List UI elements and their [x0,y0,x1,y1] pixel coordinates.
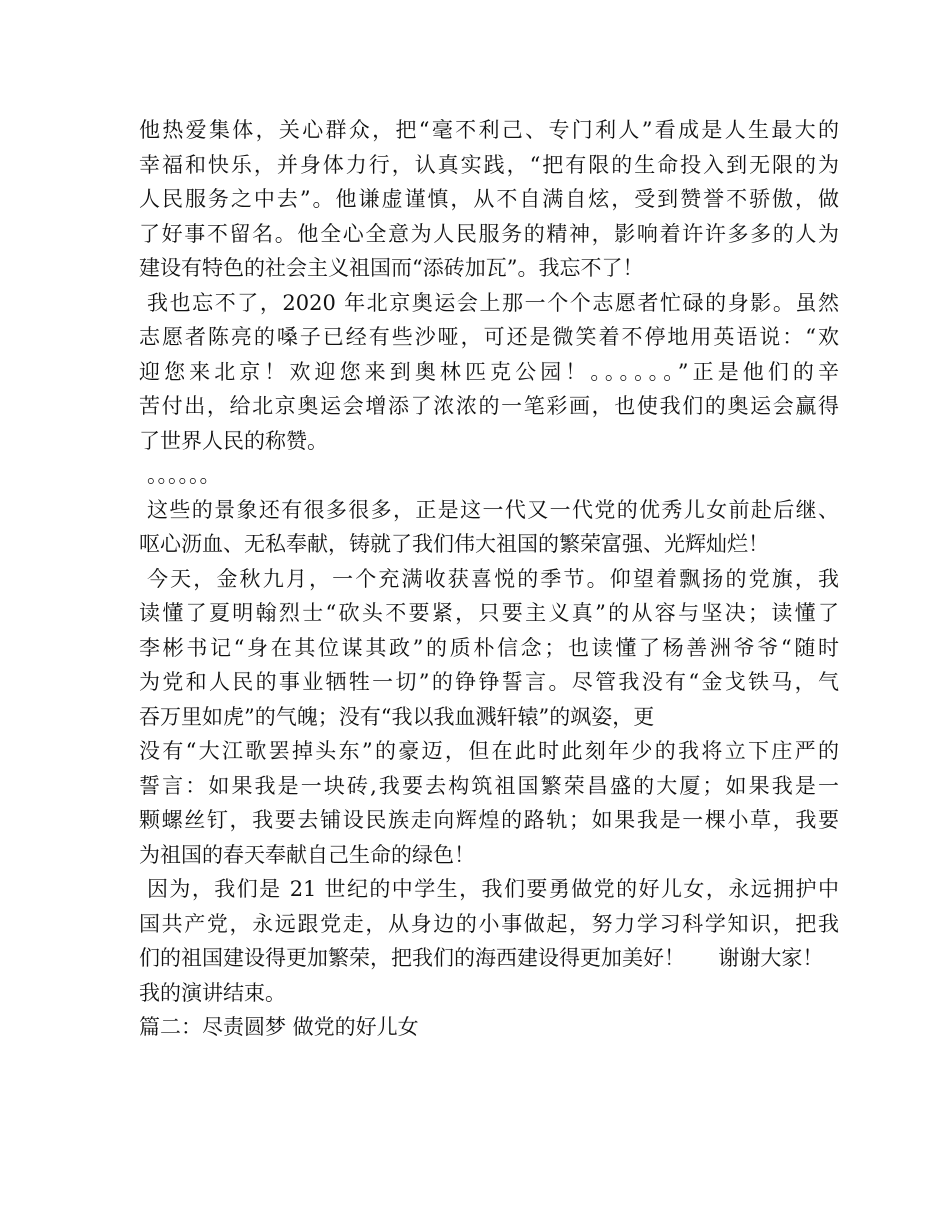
text-line: 吞万里如虎”的气魄；没有“我以我血溅轩辕”的飒姿，更 [139,704,655,729]
text-line: 为党和人民的事业牺牲一切”的铮铮誓言。尽管我没有“金戈铁马，气 [139,670,839,694]
text-line: 。。。。。。 [147,463,221,487]
text-line: 们的祖国建设得更加繁荣，把我们的海西建设得更加美好！ 谢谢大家！ [139,946,824,970]
text-line: 没有“大江歌罢掉头东”的豪迈，但在此时此刻年少的我将立下庄严的 [139,739,839,763]
text-line: 建设有特色的社会主义祖国而“添砖加瓦”。我忘不了！ [139,256,644,280]
text-line: 李彬书记“身在其位谋其政”的质朴信念；也读懂了杨善洲爷爷“随时 [139,635,839,660]
text-line: 了世界人民的称赞。 [139,428,328,453]
text-line: 国共产党，永远跟党走，从身边的小事做起，努力学习科学知识，把我 [139,911,839,936]
text-line: 迎您来北京！欢迎您来到奥林匹克公园！。。。。。。”正是他们的辛 [139,359,839,384]
text-line: 今天，金秋九月，一个充满收获喜悦的季节。仰望着飘扬的党旗，我 [147,566,839,591]
section-heading: 篇二：尽责圆梦 做党的好儿女 [139,1015,419,1039]
text-line: 幸福和快乐，并身体力行，认真实践，“把有限的生命投入到无限的为 [139,152,839,177]
text-line: 苦付出，给北京奥运会增添了浓浓的一笔彩画，也使我们的奥运会赢得 [139,394,839,418]
text-line: 因为，我们是 21 世纪的中学生，我们要勇做党的好儿女，永远拥护中 [147,877,839,901]
text-line: 这些的景象还有很多很多，正是这一代又一代党的优秀儿女前赴后继、 [147,497,839,522]
text-line: 了好事不留名。他全心全意为人民服务的精神，影响着许许多多的人为 [139,221,839,246]
text-line: 人民服务之中去”。他谦虚谨慎，从不自满自炫，受到赞誉不骄傲，做 [139,187,839,211]
text-line: 呕心沥血、无私奉献，铸就了我们伟大祖国的繁荣富强、光辉灿烂！ [139,532,769,556]
text-line: 我的演讲结束。 [139,980,286,1005]
text-line: 他热爱集体，关心群众，把“毫不利己、专门利人”看成是人生最大的 [139,118,839,142]
text-line: 誓言：如果我是一块砖,我要去构筑祖国繁荣昌盛的大厦；如果我是一 [139,773,839,798]
text-line: 读懂了夏明翰烈士“砍头不要紧，只要主义真”的从容与坚决；读懂了 [139,601,839,625]
text-line: 颗螺丝钉，我要去铺设民族走向辉煌的路轨；如果我是一棵小草，我要 [139,808,839,832]
text-line: 我也忘不了，2020 年北京奥运会上那一个个志愿者忙碌的身影。虽然 [147,290,839,315]
text-line: 为祖国的春天奉献自己生命的绿色！ [139,842,475,867]
text-line: 志愿者陈亮的嗓子已经有些沙哑，可还是微笑着不停地用英语说：“欢 [139,325,839,349]
body-text [139,113,839,1045]
